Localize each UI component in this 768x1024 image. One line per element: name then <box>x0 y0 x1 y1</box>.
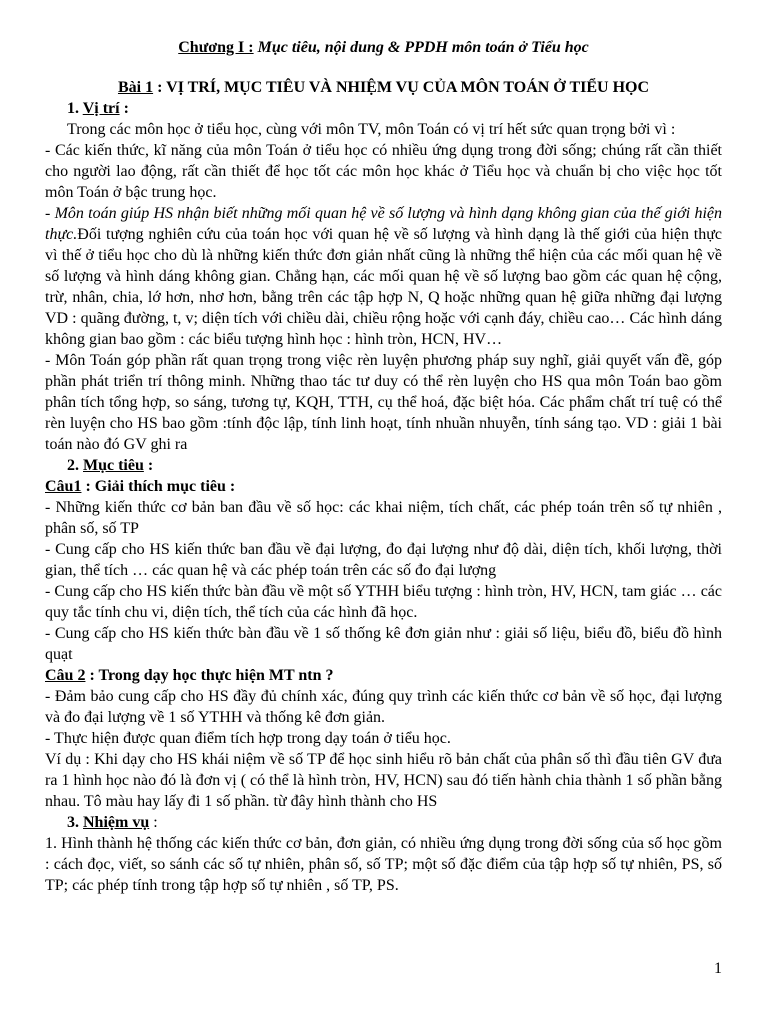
section-3-colon: : <box>149 814 158 831</box>
section-1-paragraph-3: - Môn Toán góp phần rất quan trọng trong việc rèn luyện phương pháp suy nghĩ, giải quyết vấn đề, góp phần phát triển trí thông minh. Những thao tác tư duy có thể rèn luyện cho HS qua môn Toán bao gồm phân tích tổng hợp, so sáng, tương tự, KQH, TTH, cụ thể hoá, đặc biệt hóa. Các phẩm chất trí tuệ có thể rèn luyện cho HS bao gồm :tính độc lập, tính linh hoạt, tính nhuần nhuyễn, tính sáng tạo. VD : giải 1 bài toán nào đó GV ghi ra <box>45 352 722 453</box>
lesson-heading <box>45 78 722 98</box>
lesson-title: : VỊ TRÍ, MỤC TIÊU VÀ NHIỆM VỤ CỦA MÔN TOÁN Ở TIỂU HỌC <box>157 79 650 96</box>
question-2-item: - Đảm bảo cung cấp cho HS đầy đủ chính xác, đúng quy trình các kiến thức cơ bản về số học, đại lượng và đo đại lượng về 1 số YTHH và thống kê đơn giản. <box>45 688 722 726</box>
question-2-item: - Thực hiện được quan điểm tích hợp trong dạy toán ở tiểu học. <box>45 730 451 747</box>
question-1-item: - Cung cấp cho HS kiến thức ban đầu về đại lượng, đo đại lượng như độ dài, diện tích, khối lượng, thời gian, thể tích … các quan hệ và các phép toán trên các số đo đại lượng <box>45 541 722 579</box>
section-3-title: Nhiệm vụ <box>83 814 150 831</box>
section-1-paragraph-2-italic: - Môn toán giúp HS nhận biết những mối quan hệ về số lượng và hình dạng không gian của thế giới hiện thực. <box>45 205 722 243</box>
question-2-title: : Trong dạy học thực hiện MT ntn ? <box>85 667 334 684</box>
section-1-number: 1. <box>67 100 79 117</box>
question-2-item: Ví dụ : Khi dạy cho HS khái niệm về số TP để học sinh hiểu rõ bản chất của phân số thì đầu tiên GV đưa ra 1 hình học nào đó là đơn vị ( có thể là hình tròn, HV, HCN) sau đó tiến hành chia thành 1 số phần bằng nhau. Tô màu hay lấy đi 1 số phần. từ đây hình thành cho HS <box>45 751 722 810</box>
section-2-title: Mục tiêu <box>83 457 144 474</box>
question-1-item: - Cung cấp cho HS kiến thức bàn đầu về một số YTHH biểu tượng : hình tròn, HV, HCN, tam giác … các quy tắc tính chu vi, diện tích, thể tích của các hình đã học. <box>45 583 722 621</box>
section-2-heading <box>45 455 722 476</box>
question-1-heading <box>45 476 722 497</box>
document-page <box>45 38 722 896</box>
section-2-colon: : <box>143 457 154 474</box>
section-1-paragraph-1: - Các kiến thức, kĩ năng của môn Toán ở tiểu học có nhiều ứng dụng trong đời sống; chúng rất cần thiết cho người lao động, rất cần thiết để học tốt các môn học khác ở Tiểu học và chuẩn bị cho việc học tốt môn Toán ở bậc trung học. <box>45 142 722 201</box>
section-3-item-1: 1. Hình thành hệ thống các kiến thức cơ bản, đơn giản, có nhiều ứng dụng trong đời sống của số học gồm : cách đọc, viết, so sánh các số tự nhiên, phân số, số TP; một số đặc điểm của tập hợp số tự nhiên, PS, số TP; các phép tính trong tập hợp số tự nhiên , số TP, PS. <box>45 835 722 894</box>
chapter-heading <box>45 38 722 58</box>
chapter-title: Mục tiêu, nội dung & PPDH môn toán ở Tiểu học <box>257 39 589 56</box>
section-1-colon: : <box>119 100 129 117</box>
section-1-paragraph-2 <box>45 203 722 350</box>
question-1-label: Câu1 <box>45 478 82 495</box>
lesson-label: Bài 1 <box>117 79 154 96</box>
section-1-title: Vị trí <box>82 100 120 117</box>
question-1-item: - Những kiến thức cơ bản ban đầu về số học: các khai niệm, tích chất, các phép toán trên số tự nhiên , phân số, số TP <box>45 499 722 537</box>
section-1-heading <box>45 98 722 119</box>
question-2-heading <box>45 665 722 686</box>
section-1-paragraph-2-rest: Đối tượng nghiên cứu của toán học với quan hệ về số lượng và hình dạng là thế giới của hiện thực vì thế ở tiểu học cho dù là những kiến thức đơn giản nhất cũng là những thể hiện của các mối quan hệ về số lượng và hình dáng không gian. Chẳng hạn, các mối quan hệ về số lượng bao gồm các quan hệ cộng, trừ, nhân, chia, lớ hơn, nhơ hơn, bằng trên các tập hợp N, Q hoặc những quan hệ giữa những đại lượng VD : quãng đường, t, v; diện tích với chiều dài, chiều rộng hoặc với cạnh đáy, chiều cao… Các hình dáng không gian bao gồm : các biểu tượng hình học : hình tròn, HCN, HV… <box>45 226 722 348</box>
section-3-number: 3. <box>67 814 79 831</box>
chapter-label: Chương I : <box>178 39 254 56</box>
question-1-item: - Cung cấp cho HS kiến thức bàn đầu về 1 số thống kê đơn giản như : giải số liệu, biểu đồ, biểu đồ hình quạt <box>45 625 722 663</box>
page-number: 1 <box>714 960 722 977</box>
question-1-title: : Giải thích mục tiêu : <box>81 478 236 495</box>
section-3-heading <box>45 812 722 833</box>
section-1-intro: Trong các môn học ở tiểu học, cùng với môn TV, môn Toán có vị trí hết sức quan trọng bởi vì : <box>67 121 676 138</box>
question-2-label: Câu 2 <box>45 667 86 684</box>
section-2-number: 2. <box>67 457 79 474</box>
